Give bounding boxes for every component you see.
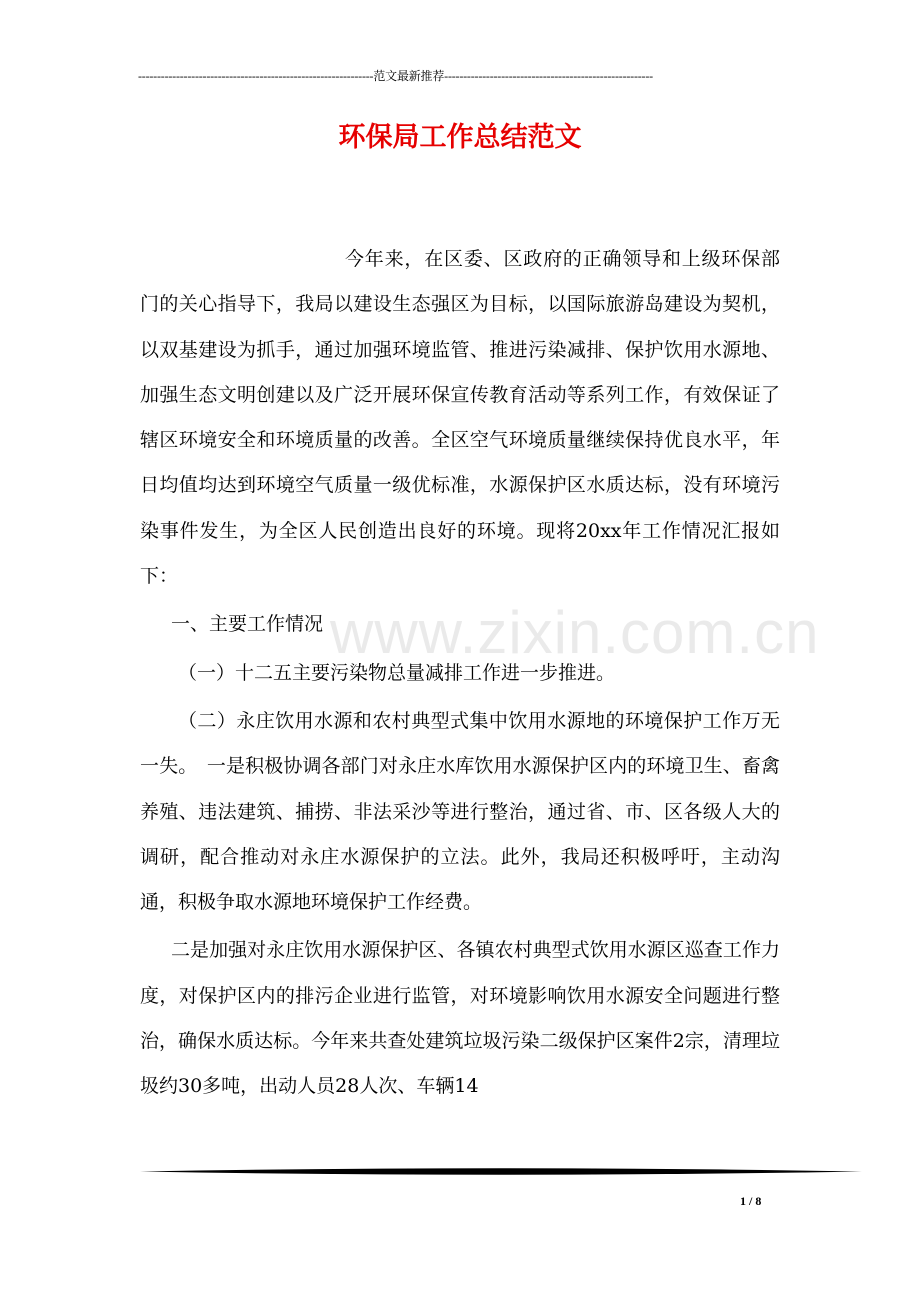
header-banner: --------------------------------------------------------------范文最新推荐------------------------------------------------------- [138,69,653,83]
page-number: 1 / 8 [740,1194,762,1208]
body-paragraph: 二是加强对永庄饮用水源保护区、各镇农村典型式饮用水源区巡查工作力度，对保护区内的排污企业进行监管，对环境影响饮用水源安全问题进行整治，确保水质达标。今年来共查处建筑垃圾污染二级保护区案件2宗，清理垃圾约30多吨，出动人员28人次、车辆14 [140,939,780,1098]
subsection-2: （二）永庄饮用水源和农村典型式集中饮用水源地的环境保护工作万无一失。 一是积极协调各部门对永庄水库饮用水源保护区内的环境卫生、畜禽养殖、违法建筑、捕捞、非法采沙等进行整治，通过省、市、区各级人大的调研，配合推动对永庄水源保护的立法。此外，我局还积极呼吁，主动沟通，积极争取水源地环境保护工作经费。 [140,709,780,914]
footer-rule [140,1167,862,1176]
intro-paragraph: 今年来，在区委、区政府的正确领导和上级环保部门的关心指导下，我局以建设生态强区为目标，以国际旅游岛建设为契机，以双基建设为抓手，通过加强环境监管、推进污染减排、保护饮用水源地、加强生态文明创建以及广泛开展环保宣传教育活动等系列工作，有效保证了辖区环境安全和环境质量的改善。全区空气环境质量继续保持优良水平，年日均值均达到环境空气质量一级优标准，水源保护区水质达标，没有环境污染事件发生，为全区人民创造出良好的环境。现将20xx年工作情况汇报如下： [140,248,780,588]
footer-rule-shape [140,1168,862,1175]
watermark: www.zixin.com.cn [330,599,820,666]
section-heading: 一、主要工作情况 [171,613,324,636]
subsection-1: （一）十二五主要污染物总量减排工作进一步推进。 [178,661,616,684]
document-body [140,237,780,1110]
page-title: 环保局工作总结范文 [338,122,582,153]
